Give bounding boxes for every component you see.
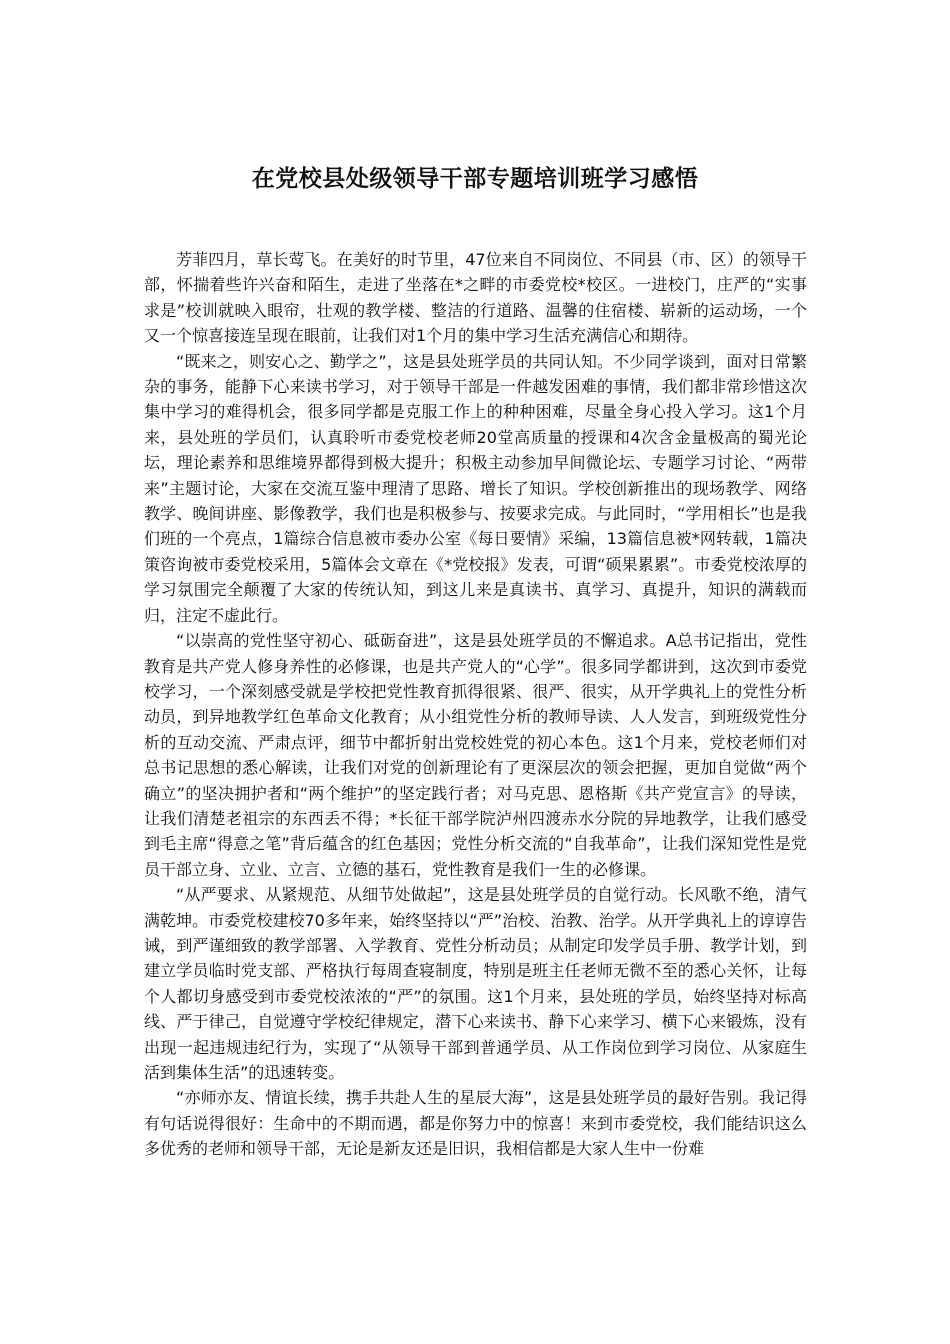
paragraph-4: “从严要求、从紧规范、从细节处做起”，这是县处班学员的自觉行动。长风歌不绝，清气满乾坤。市委党校建校70多年来，始终坚持以“严”治校、治教、治学。从开学典礼上的谆谆告诫，到严谨细致的教学部署、入学教育、党性分析动员；从制定印发学员手册、教学计划，到建立学员临时党支部、严格执行每周查寝制度，特别是班主任老师无微不至的悉心关怀，让每个人都切身感受到市委党校浓浓的“严”的氛围。这1个月来，县处班的学员，始终坚持对标高线、严于律己，自觉遵守学校纪律规定，潜下心来读书、静下心来学习、横下心来锻炼，没有出现一起违规违纪行为，实现了“从领导干部到普通学员、从工作岗位到学习岗位、从家庭生活到集体生活”的迅速转变。 <box>144 885 807 1082</box>
paragraph-5: “亦师亦友、情谊长续，携手共赴人生的星辰大海”，这是县处班学员的最好告别。我记得有句话说得很好：生命中的不期而遇，都是你努力中的惊喜！来到市委党校，我们能结识这么多优秀的老师和领导干部，无论是新友还是旧识，我相信都是大家人生中一份难 <box>144 1088 807 1159</box>
paragraph-2: “既来之，则安心之、勤学之”，这是县处班学员的共同认知。不少同学谈到，面对日常繁杂的事务，能静下心来读书学习，对于领导干部是一件越发困难的事情，我们都非常珍惜这次集中学习的难得机会，很多同学都是克服工作上的种种困难，尽量全身心投入学习。这1个月来，县处班的学员们，认真聆听市委党校老师20堂高质量的授课和4次含金量极高的蜀光论坛，理论素养和思维境界都得到极大提升；积极主动参加早间微论坛、专题学习讨论、“两带来”主题讨论，大家在交流互鉴中理清了思路、增长了知识。学校创新推出的现场教学、网络教学、晚间讲座、影像教学，我们也是积极参与、按要求完成。与此同时，“学用相长”也是我们班的一个亮点，1篇综合信息被市委办公室《每日要情》采编，13篇信息被*网转载，1篇决策咨询被市委党校采用，5篇体会文章在《*党校报》发表，可谓“硕果累累”。市委党校浓厚的学习氛围完全颠覆了大家的传统认知，到这儿来是真读书、真学习、真提升，知识的满载而归，注定不虚此行。 <box>144 351 807 625</box>
document-body <box>144 247 807 1162</box>
paragraph-3: “以崇高的党性坚守初心、砥砺奋进”，这是县处班学员的不懈追求。A总书记指出，党性教育是共产党人修身养性的必修课，也是共产党人的“心学”。很多同学都讲到，这次到市委党校学习，一个深刻感受就是学校把党性教育抓得很紧、很严、很实，从开学典礼上的党性分析动员，到异地教学红色革命文化教育；从小组党性分析的教师导读、人人发言，到班级党性分析的互动交流、严肃点评，细节中都折射出党校姓党的初心本色。这1个月来，党校老师们对总书记思想的悉心解读，让我们对党的创新理论有了更深层次的领会把握，更加自觉做“两个确立”的坚决拥护者和“两个维护”的坚定践行者；对马克思、恩格斯《共产党宣言》的导读，让我们清楚老祖宗的东西丢不得；*长征干部学院泸州四渡赤水分院的异地教学，让我们感受到毛主席“得意之笔”背后蕴含的红色基因；党性分析交流的“自我革命”，让我们深知党性是党员干部立身、立业、立言、立德的基石，党性教育是我们一生的必修课。 <box>144 631 807 879</box>
document-title: 在党校县处级领导干部专题培训班学习感悟 <box>251 166 699 192</box>
paragraph-1: 芳菲四月，草长莺飞。在美好的时节里，47位来自不同岗位、不同县（市、区）的领导干部，怀揣着些许兴奋和陌生，走进了坐落在*之畔的市委党校*校区。一进校门，庄严的“实事求是”校训就映入眼帘，壮观的教学楼、整洁的行道路、温馨的住宿楼、崭新的运动场，一个又一个惊喜接连呈现在眼前，让我们对1个月的集中学习生活充满信心和期待。 <box>144 250 807 346</box>
